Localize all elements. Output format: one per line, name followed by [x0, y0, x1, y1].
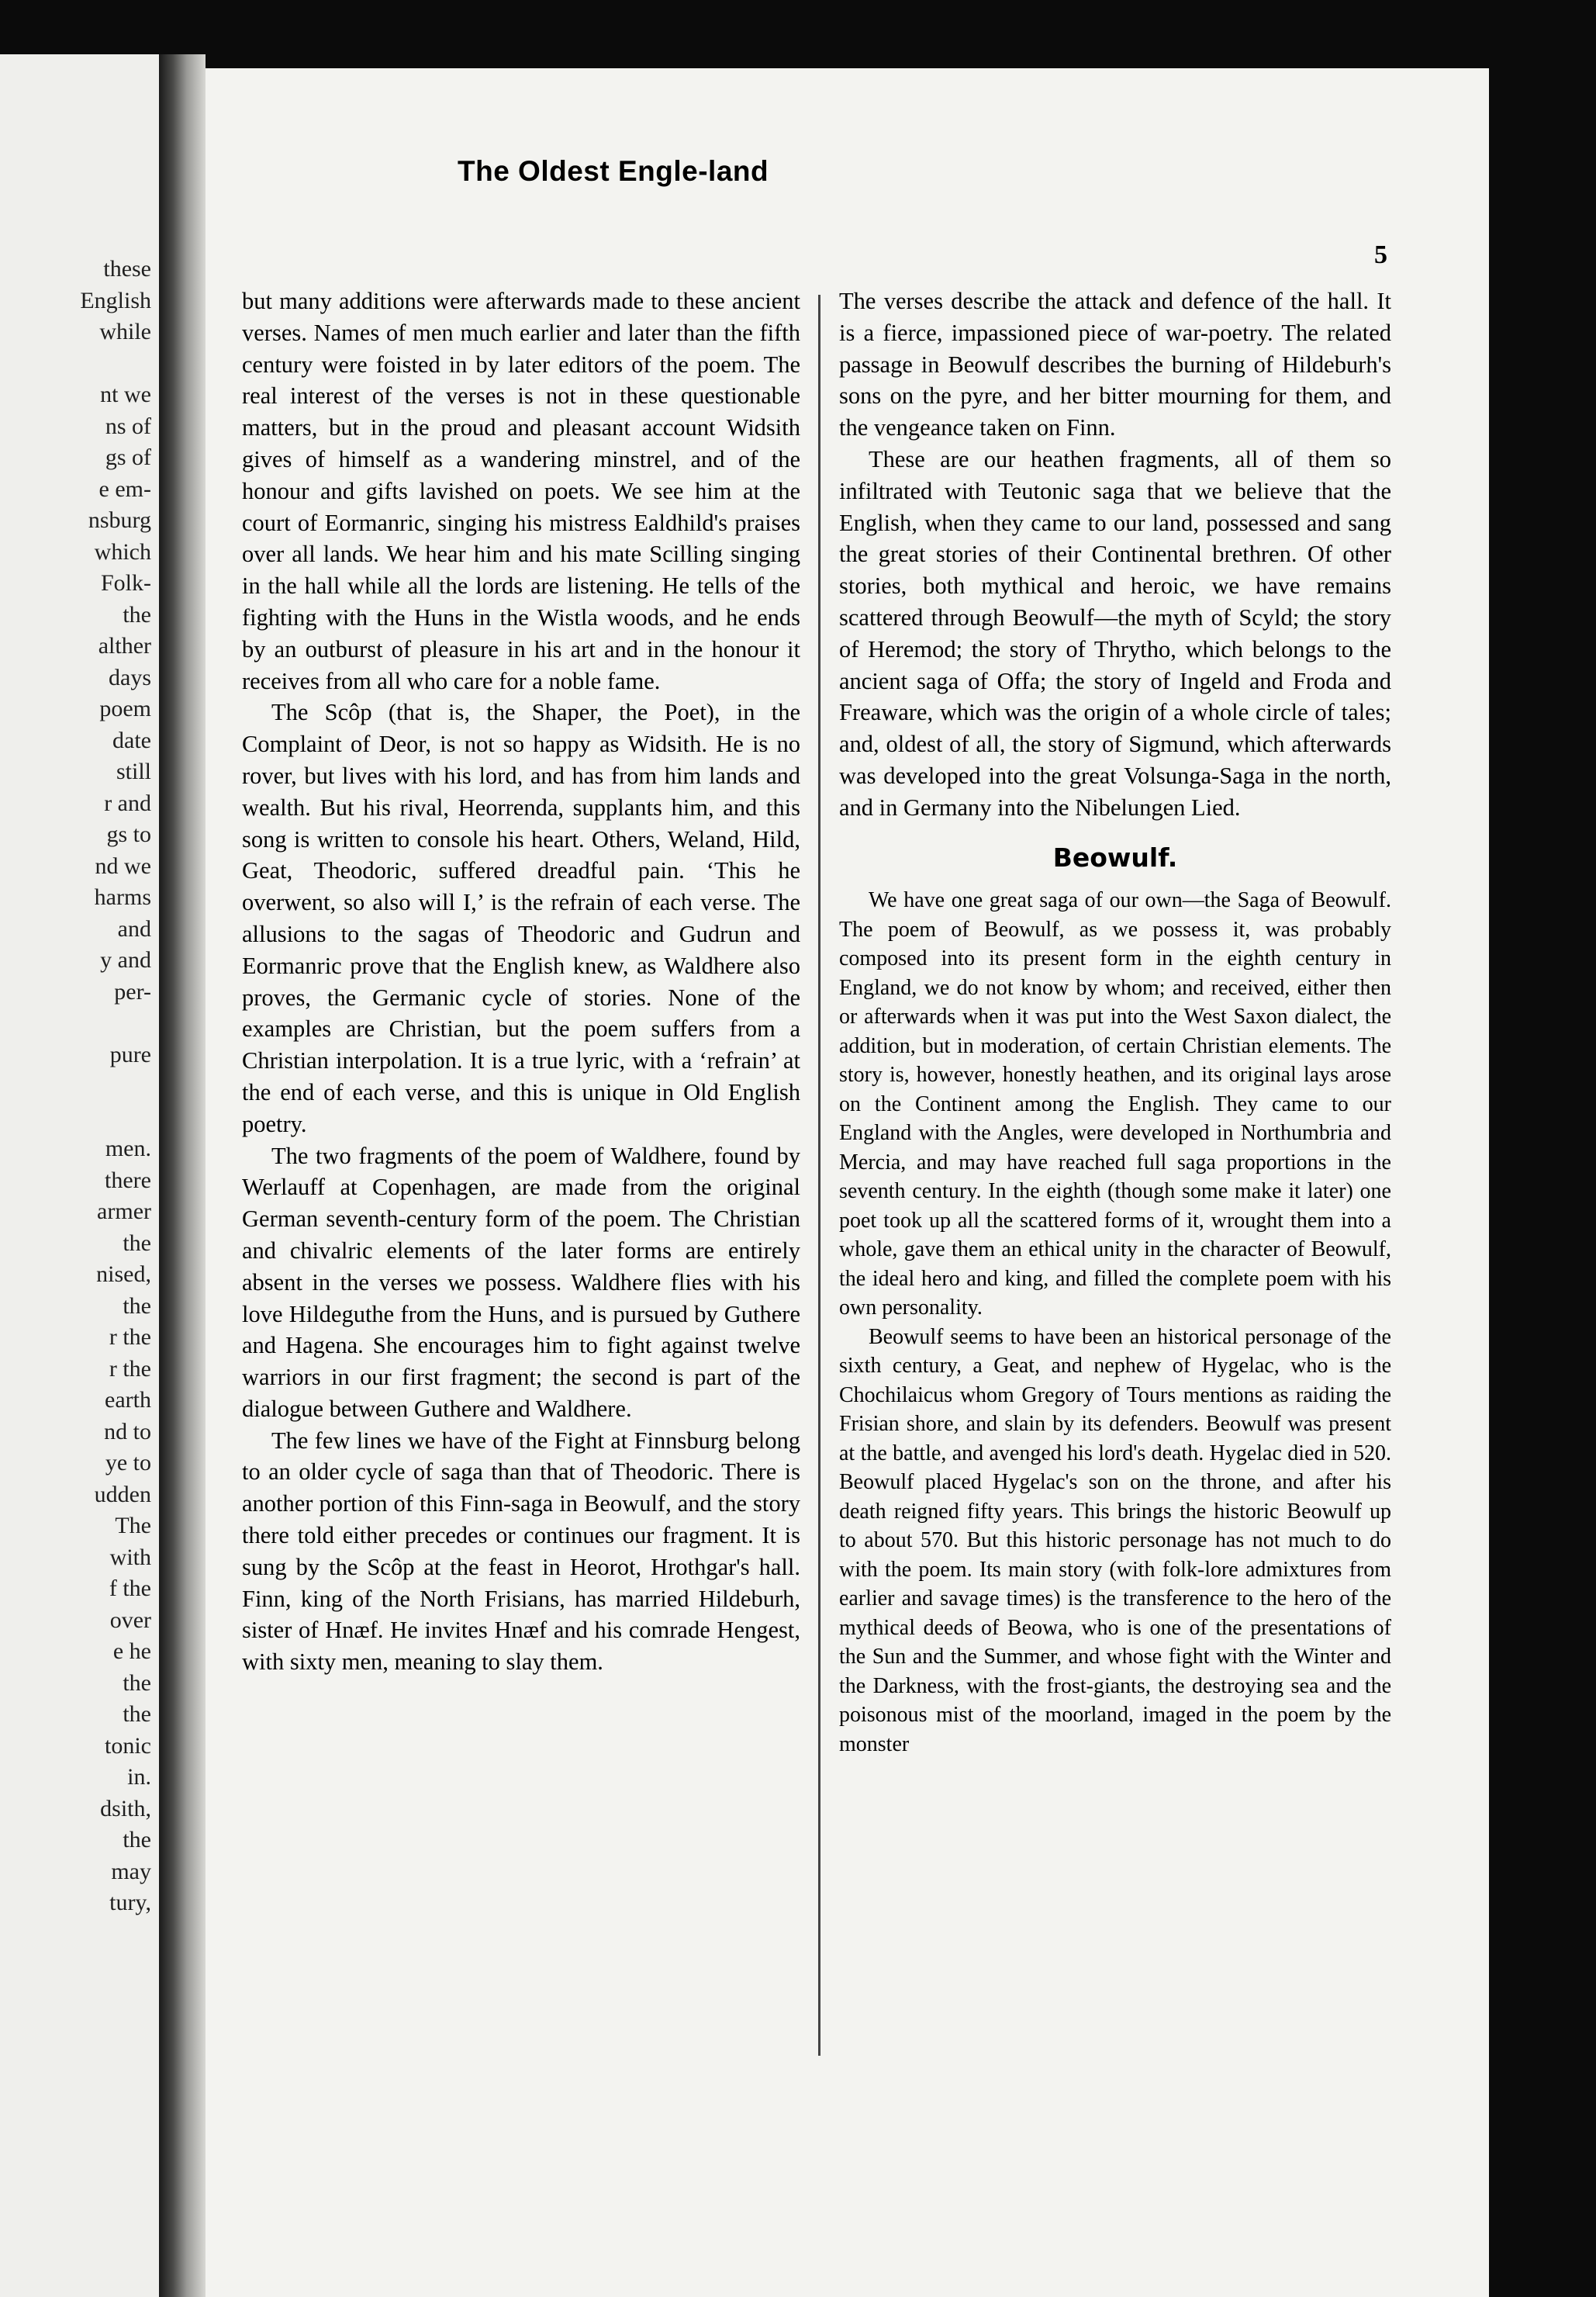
facing-page-line: with [109, 1544, 151, 1570]
paragraph: The few lines we have of the Fight at Finnsburg belong to an older cycle of saga than that of Theodoric. There is another portion of this Finn-saga in Beowulf, and the story there told either precedes or continues our fragment. It is sung by the Scôp at the feast in Heorot, Hrothgar's hall. Finn, king of the North Frisians, has married Hildeburh, sister of Hnæf. He invites Hnæf and his comrade Hengest, with sixty men, meaning to slay them. [242, 1427, 800, 1676]
facing-page-line: f the [109, 1576, 151, 1601]
paragraph: The two fragments of the poem of Waldhere, found by Werlauff at Copenhagen, are made from the original German seventh-century form of the poem. The Christian and chivalric elements of the later forms are entirely absent in the verses we possess. Waldhere flies with his love Hildeguthe from the Huns, and is pursued by Guthere and Hagena. She encourages him to fight against twelve warriors in our first fragment; the second is part of the dialogue between Guthere and Waldhere. [242, 1142, 800, 1422]
facing-page-line: pure [109, 1041, 151, 1067]
paragraph: but many additions were afterwards made to these ancient verses. Names of men much earlier and later than the fifth century were foisted in by later editors of the poem. The real interest of the verses is not in these questionable matters, but in the proud and pleasant account Widsith gives of himself as a wandering minstrel, and of the honour and gifts lavished on poets. We see him at the court of Eormanric, singing his mistress Ealdhild's praises over all lands. We hear him and his mate Scilling singing in the hall while all the lords are listening. He tells of the fighting with the Huns in the Wistla woods, and he ends by an outburst of pleasure in his art and in the honour it receives from all who care for a noble fame. [242, 288, 800, 694]
facing-page-line: days [109, 664, 151, 690]
running-title: The Oldest Engle-land [458, 155, 769, 187]
facing-page-line: still [116, 759, 151, 784]
facing-page-fragment [0, 54, 159, 2297]
facing-page-line: there [105, 1167, 151, 1193]
facing-page-line: the [123, 601, 151, 628]
facing-page-line: the [123, 1292, 151, 1319]
facing-page-line: in. [127, 1764, 151, 1790]
left-text-column [242, 285, 800, 1678]
facing-page-line: earth [105, 1387, 151, 1413]
facing-page-line: these [103, 256, 151, 282]
facing-page-line: r and [104, 790, 151, 816]
facing-page-line: poem [99, 696, 151, 721]
facing-page-line: the [123, 1230, 151, 1256]
facing-page-line: gs to [106, 822, 151, 847]
facing-page-line: which [94, 538, 151, 565]
facing-page-line: over [109, 1607, 151, 1633]
facing-page-line: y and [100, 947, 151, 973]
facing-page-line: ye to [105, 1450, 151, 1475]
book-gutter [159, 54, 206, 2297]
facing-page-line: r the [109, 1324, 151, 1350]
facing-page-line: ns of [105, 413, 151, 439]
facing-page-line: the [123, 1827, 151, 1852]
paragraph: These are our heathen fragments, all of them so infiltrated with Teutonic saga that we believe that the English, when they came to our land, possessed and sang the great stories of their Continental brethren. Of other stories, both mythical and heroic, we have remains scattered through Beowulf—the myth of Scyld; the story of Heremod; the story of Thrytho, which belongs to the ancient saga of Offa; the story of Ingeld and Froda and Freaware, which was the origin of a whole circle of tales; and, oldest of all, the story of Sigmund, which afterwards was developed into the great Volsunga-Saga in the north, and in Germany into the Nibelungen Lied. [839, 445, 1391, 821]
paragraph: The verses describe the attack and defence of the hall. It is a fierce, impassioned piece of war-poetry. The related passage in Beowulf describes the burning of Hildeburh's sons on the pyre, and her bitter mourning for them, and the vengeance taken on Finn. [839, 288, 1391, 441]
page-number: 5 [1374, 240, 1387, 269]
facing-page-line: men. [105, 1136, 151, 1161]
facing-page-line: the [123, 1701, 151, 1727]
facing-page-line: tonic [105, 1732, 151, 1759]
paragraph: We have one great saga of our own—the Saga of Beowulf. The poem of Beowulf, as we possess it, was probably composed into its present form in the eighth century in England, we do not know by whom; and received, either then or afterwards when it was put into the West Saxon dialect, the addition, but in moderation, of certain Christian elements. The story is, however, honestly heathen, and its original lays arose on the Continent among the English. They came to our England with the Angles, were developed in Northumbria and Mercia, and may have reached full saga proportions in the seventh century. In the eighth (though some make it later) one poet took up all the scattered forms of it, wrought them into a whole, gave them an ethical unity in the character of Beowulf, the ideal hero and king, and filled the complete poem with his own personality. [839, 888, 1391, 1320]
facing-page-line: nt we [100, 382, 151, 407]
facing-page-line: e em- [98, 476, 151, 502]
facing-page-line: nd we [95, 853, 151, 879]
facing-page-line: alther [98, 633, 151, 659]
facing-page-line: English [80, 287, 151, 313]
facing-page-line: udden [94, 1481, 151, 1507]
facing-page-line: dsith, [100, 1795, 151, 1821]
facing-page-line: gs of [105, 445, 151, 470]
facing-page-line: date [112, 727, 151, 753]
facing-page-line: r the [109, 1355, 151, 1382]
facing-page-line: Folk- [100, 570, 151, 596]
column-divider [818, 295, 820, 2056]
facing-page-line: tury, [109, 1890, 151, 1915]
facing-page-line: per- [114, 978, 151, 1005]
facing-page-line: nised, [96, 1261, 151, 1287]
facing-page-line: armer [97, 1199, 151, 1224]
paragraph: Beowulf seems to have been an historical personage of the sixth century, a Geat, and nephew of Hygelac, who is the Chochilaicus whom Gregory of Tours mentions as raiding the Frisian shore, and slain by its defenders. Beowulf was present at the battle, and avenged his lord's death. Hygelac died in 520. Beowulf placed Hygelac's son on the throne, and after his death reigned fifty years. This brings the historic Beowulf up to about 570. But this historic personage has not much to do with the poem. Its main story (with folk-lore admixtures from earlier and savage times) is the transference to the hero of the mythical deeds of Beowa, who is one of the presentations of the Sun and the Summer, and whose fight with the Winter and the Darkness, with the frost-giants, the destroying sea and the poisonous mist of the moorland, imaged in the poem by the monster [839, 1324, 1391, 1756]
facing-page-line: nsburg [88, 507, 151, 533]
facing-page-line: while [99, 319, 151, 344]
facing-page-line: the [123, 1669, 151, 1696]
facing-page-line: e he [112, 1638, 151, 1664]
paragraph: The Scôp (that is, the Shaper, the Poet), in the Complaint of Deor, is not so happy as Widsith. He is no rover, but lives with his lord, and has from him lands and wealth. But his rival, Heorrenda, supplants him, and this song is written to console his heart. Others, Weland, Hild, Geat, Theodoric, suffered dreadful pain. ‘This he overwent, so also will I,’ is the refrain of each verse. The allusions to the sagas of Theodoric and Gudrun and Eormanric prove that the English knew, as Waldhere also proves, the Germanic cycle of stories. None of the examples are Christian, but the poem suffers from a Christian interpolation. It is a true lyric, with a ‘refrain’ at the end of each verse, and this is unique in Old English poetry. [242, 699, 800, 1137]
facing-page-line: The [115, 1513, 151, 1538]
facing-page-line: may [111, 1858, 151, 1884]
facing-page-line: and [117, 915, 151, 942]
right-text-column [839, 285, 1391, 1759]
facing-page-line: nd to [104, 1418, 151, 1444]
facing-page-line: harms [94, 884, 151, 910]
section-heading: Beowulf. [1052, 842, 1178, 873]
